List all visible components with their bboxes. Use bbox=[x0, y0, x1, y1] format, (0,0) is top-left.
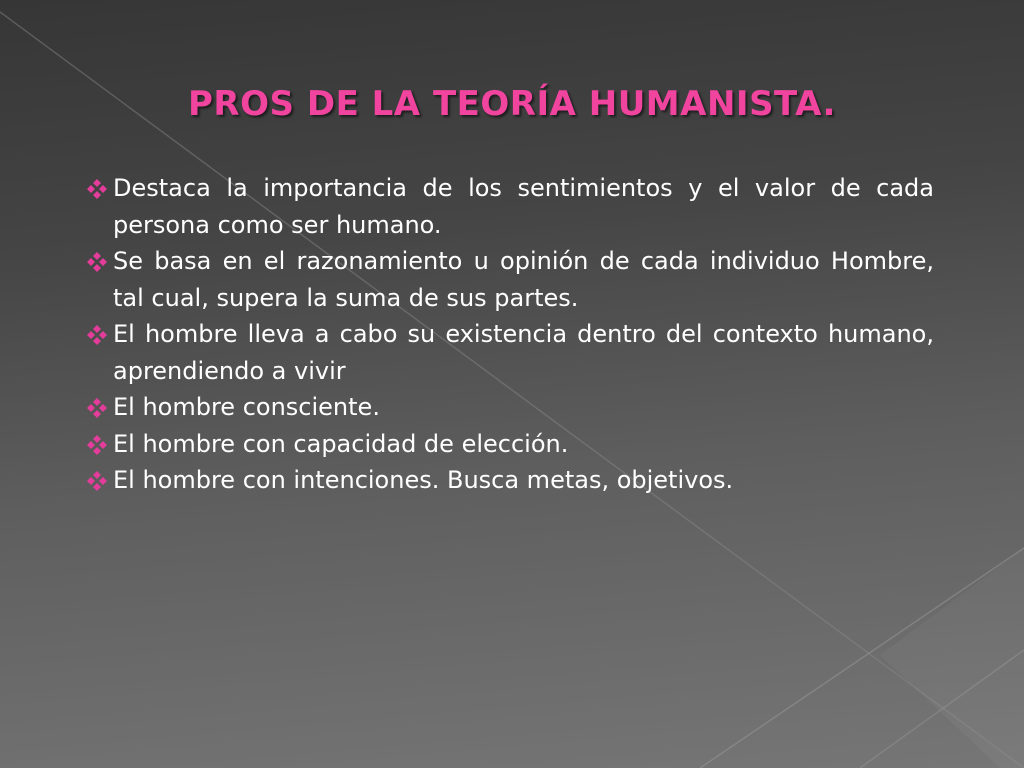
bullet-text: El hombre con capacidad de elección. bbox=[113, 429, 569, 458]
four-diamonds-icon bbox=[84, 316, 111, 352]
bullet-text: El hombre consciente. bbox=[113, 393, 380, 421]
bullet-text: El hombre lleva a cabo su existencia dentro del contexto humano, aprendiendo a vivir bbox=[113, 320, 934, 385]
bullet-text: Se basa en el razonamiento u opinión de cada individuo Hombre, tal cual, supera la suma de sus partes. bbox=[113, 247, 934, 312]
bullet-text: Destaca la importancia de los sentimientos y el valor de cada persona como ser humano. bbox=[113, 174, 934, 239]
four-diamonds-icon bbox=[84, 462, 111, 498]
bullet-text: El hombre con intenciones. Busca metas, objetivos. bbox=[113, 466, 734, 494]
four-diamonds-icon bbox=[84, 389, 111, 425]
list-item bbox=[84, 462, 934, 499]
slide-title: PROS DE LA TEORÍA HUMANISTA. bbox=[188, 84, 836, 124]
list-item bbox=[84, 426, 934, 463]
four-diamonds-icon bbox=[84, 170, 111, 206]
list-item bbox=[84, 170, 934, 243]
four-diamonds-icon bbox=[84, 243, 111, 279]
four-diamonds-icon bbox=[84, 426, 111, 462]
list-item bbox=[84, 243, 934, 316]
bullet-list bbox=[84, 170, 934, 499]
list-item bbox=[84, 389, 934, 426]
list-item bbox=[84, 316, 934, 389]
